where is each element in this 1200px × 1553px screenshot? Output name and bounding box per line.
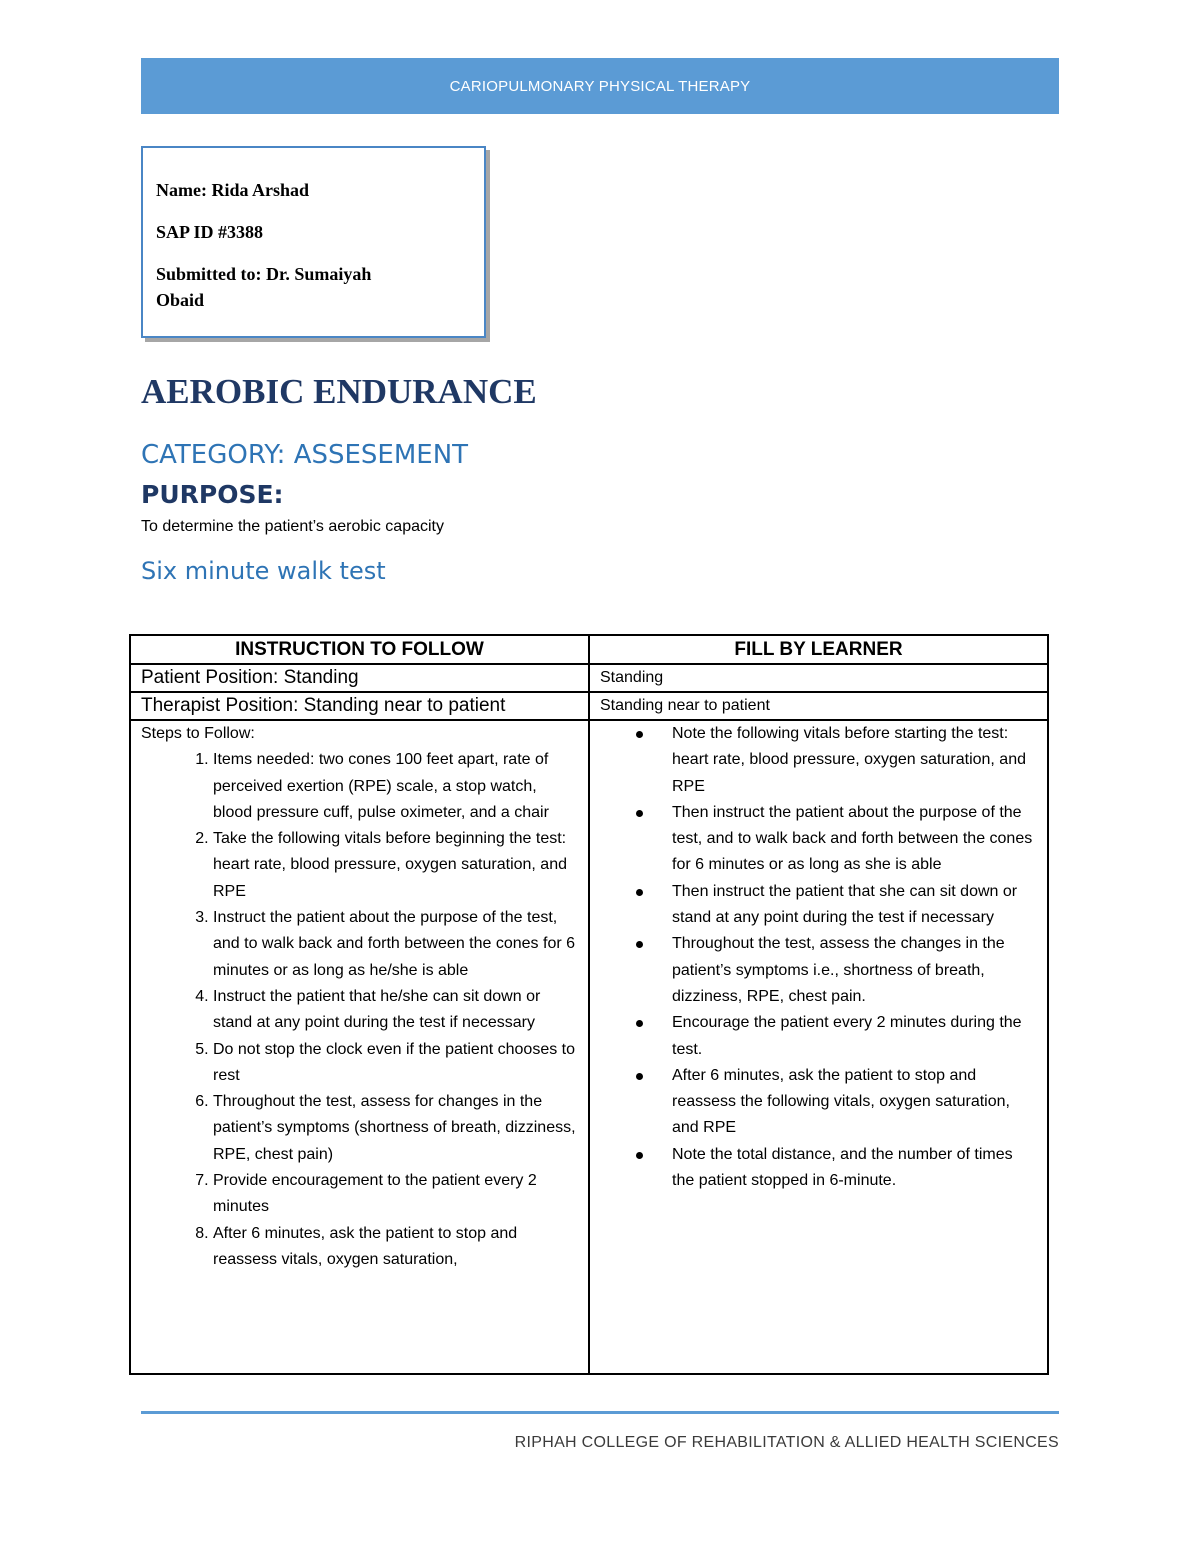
purpose-text: To determine the patient’s aerobic capacity xyxy=(141,518,444,535)
note-text: Throughout the test, assess the changes in the patient’s symptoms i.e., shortness of breath, dizziness, RPE, chest pain. xyxy=(672,935,1005,1005)
list-item: 3. Instruct the patient about the purpose of the test, and to walk back and forth between the cones for 6 minutes or as long as he/she is able xyxy=(213,905,578,984)
table-row xyxy=(130,664,1048,692)
list-item xyxy=(672,1010,1037,1063)
footer-divider xyxy=(141,1411,1059,1414)
note-text: After 6 minutes, ask the patient to stop and reassess the following vitals, oxygen saturation, and RPE xyxy=(672,1066,1010,1137)
category-heading: CATEGORY: ASSESEMENT xyxy=(141,440,469,470)
steps-cell xyxy=(130,720,589,1374)
steps-title: Steps to Follow: xyxy=(141,725,255,742)
submitted-to-cont: Obaid xyxy=(156,290,205,310)
instruction-table xyxy=(129,634,1049,1375)
list-item: 4. Instruct the patient that he/she can sit down or stand at any point during the test if necessary xyxy=(213,984,578,1037)
note-text: Note the total distance, and the number of times the patient stopped in 6-minute. xyxy=(672,1145,1013,1190)
table-row xyxy=(130,692,1048,720)
document-title: AEROBIC ENDURANCE xyxy=(141,372,537,411)
patient-position-cell xyxy=(130,664,589,692)
table-header-row xyxy=(130,635,1048,664)
list-item: 6. Throughout the test, assess for changes in the patient’s symptoms (shortness of breath, dizziness, RPE, chest pain) xyxy=(213,1089,578,1168)
note-text: Then instruct the patient that she can sit down or stand at any point during the test if necessary xyxy=(672,882,1018,927)
learner-notes-list xyxy=(600,721,1037,1194)
list-item xyxy=(672,1063,1037,1142)
patient-position-label: Patient Position: xyxy=(141,667,279,688)
sap-id: SAP ID #3388 xyxy=(156,222,264,242)
list-item xyxy=(672,931,1037,1010)
student-info-box xyxy=(141,146,486,338)
col-header-instructions: INSTRUCTION TO FOLLOW xyxy=(130,635,589,664)
table-row xyxy=(130,720,1048,1374)
list-item xyxy=(672,800,1037,879)
header-bar xyxy=(141,58,1059,114)
bullet-icon xyxy=(636,731,643,738)
patient-position-value: Standing xyxy=(278,667,359,688)
therapist-position-fill: Standing near to patient xyxy=(589,692,1048,720)
list-item: 7. Provide encouragement to the patient every 2 minutes xyxy=(213,1168,578,1221)
list-item xyxy=(672,721,1037,800)
steps-list xyxy=(141,747,578,1273)
footer-text: RIPHAH COLLEGE OF REHABILITATION & ALLIED HEALTH SCIENCES xyxy=(514,1434,1059,1451)
note-text: Then instruct the patient about the purpose of the test, and to walk back and forth between the cones for 6 minutes or as long as she is able xyxy=(672,803,1033,874)
bullet-icon xyxy=(636,810,643,817)
col-header-learner: FILL BY LEARNER xyxy=(589,635,1048,664)
list-item: 2. Take the following vitals before beginning the test: heart rate, blood pressure, oxygen saturation, and RPE xyxy=(213,826,578,905)
student-name: Name: Rida Arshad xyxy=(156,180,310,200)
purpose-heading: PURPOSE: xyxy=(141,480,284,509)
note-text: Encourage the patient every 2 minutes during the test. xyxy=(672,1014,1022,1058)
bullet-icon xyxy=(636,1020,643,1027)
therapist-position-label: Therapist Position: xyxy=(141,695,299,716)
list-item xyxy=(672,879,1037,932)
list-item: 1. Items needed: two cones 100 feet apart, rate of perceived exertion (RPE) scale, a stop watch, blood pressure cuff, pulse oximeter, and a chair xyxy=(213,747,578,826)
list-item xyxy=(672,1142,1037,1195)
bullet-icon xyxy=(636,889,643,896)
bullet-icon xyxy=(636,941,643,948)
therapist-position-value: Standing near to patient xyxy=(298,695,506,716)
list-item: 8. After 6 minutes, ask the patient to stop and reassess vitals, oxygen saturation, xyxy=(213,1221,578,1274)
header-title: CARIOPULMONARY PHYSICAL THERAPY xyxy=(449,77,751,95)
bullet-icon xyxy=(636,1073,643,1080)
patient-position-fill: Standing xyxy=(589,664,1048,692)
bullet-icon xyxy=(636,1152,643,1159)
test-subheading: Six minute walk test xyxy=(141,557,386,585)
therapist-position-cell xyxy=(130,692,589,720)
note-text: Note the following vitals before starting the test: heart rate, blood pressure, oxygen saturation, and RPE xyxy=(672,725,1026,795)
learner-notes-cell xyxy=(589,720,1048,1374)
submitted-to: Submitted to: Dr. Sumaiyah xyxy=(156,264,372,284)
list-item: 5. Do not stop the clock even if the patient chooses to rest xyxy=(213,1037,578,1090)
